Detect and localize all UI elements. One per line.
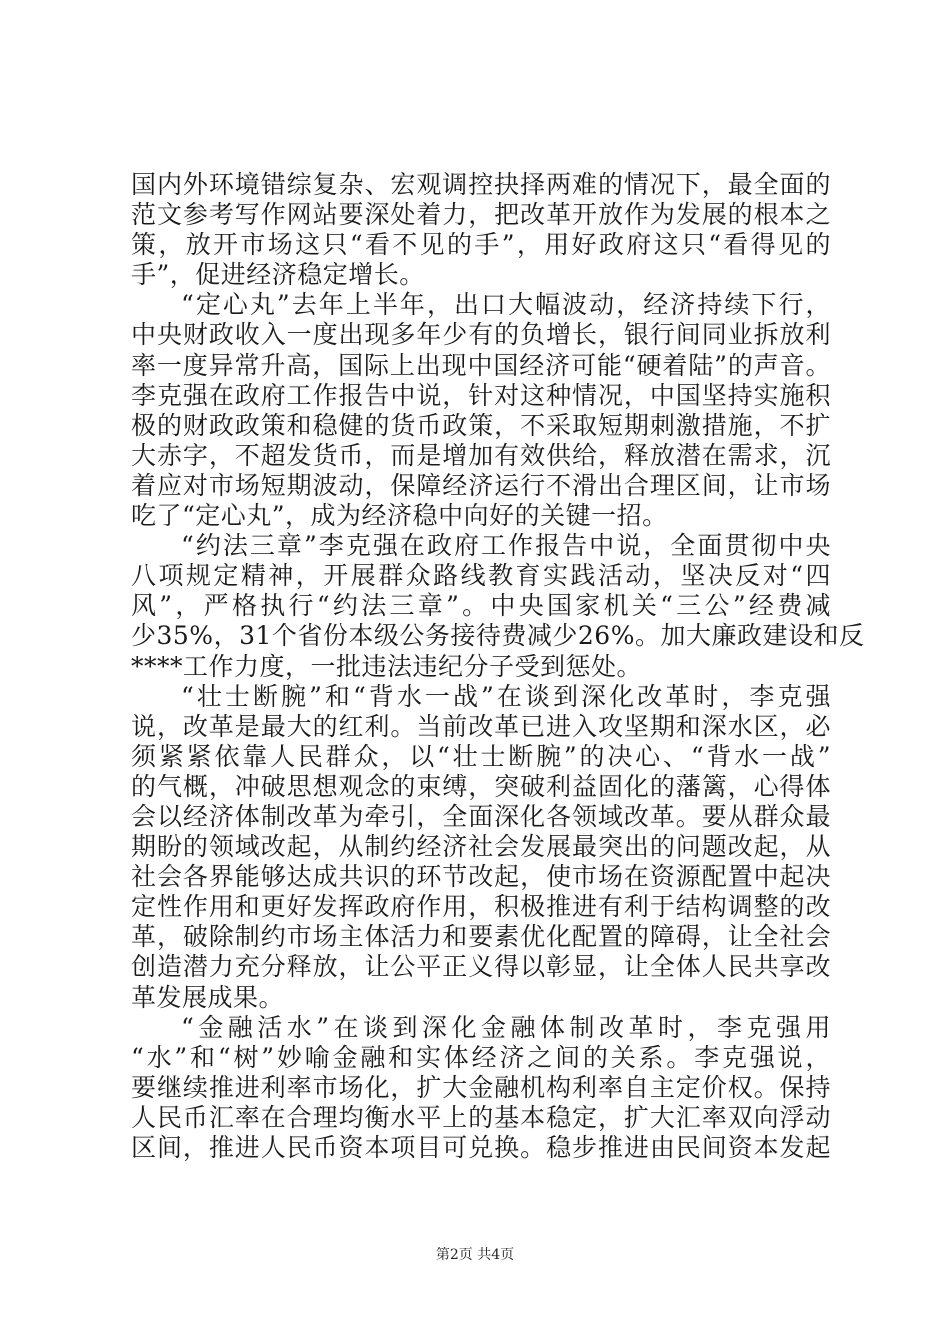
text-line: 策，放开市场这只“看不见的手”，用好政府这只“看得见的 xyxy=(131,230,831,260)
text-line: 的气概，冲破思想观念的束缚，突破利益固化的藩篱，心得体 xyxy=(131,771,831,801)
text-line: 风”，严格执行“约法三章”。中央国家机关“三公”经费减 xyxy=(131,591,831,621)
text-line: “定心丸”去年上半年，出口大幅波动，经济持续下行， xyxy=(181,290,831,320)
text-line: 社会各界能够达成共识的环节改起，使市场在资源配置中起决 xyxy=(131,862,831,892)
text-line: 着应对市场短期波动，保障经济运行不滑出合理区间，让市场 xyxy=(131,470,831,500)
text-line: 手”，促进经济稳定增长。 xyxy=(131,260,425,290)
text-line: 八项规定精神，开展群众路线教育实践活动，坚决反对“四 xyxy=(131,561,831,591)
text-line: 范文参考写作网站要深处着力，把改革开放作为发展的根本之 xyxy=(131,200,831,230)
text-line: 创造潜力充分释放，让公平正义得以彰显，让全体人民共享改 xyxy=(131,952,831,982)
text-line: 须紧紧依靠人民群众，以“壮士断腕”的决心、“背水一战” xyxy=(131,741,831,771)
text-line: 期盼的领域改起，从制约经济社会发展最突出的问题改起，从 xyxy=(131,832,831,862)
text-line: 极的财政政策和稳健的货币政策，不采取短期刺激措施，不扩 xyxy=(131,410,831,440)
text-line: 李克强在政府工作报告中说，针对这种情况，中国坚持实施积 xyxy=(131,380,831,410)
text-line: 大赤字，不超发货币，而是增加有效供给，释放潜在需求，沉 xyxy=(131,440,831,470)
text-line: 国内外环境错综复杂、宏观调控抉择两难的情况下，最全面的 xyxy=(131,170,831,199)
text-line: “金融活水”在谈到深化金融体制改革时，李克强用 xyxy=(181,1012,831,1042)
text-line: 中央财政收入一度出现多年少有的负增长，银行间同业拆放利 xyxy=(131,320,831,350)
text-line: “水”和“树”妙喻金融和实体经济之间的关系。李克强说， xyxy=(131,1042,831,1072)
page-number-footer: 第2页 共4页 xyxy=(435,1247,515,1263)
text-line: 会以经济体制改革为牵引，全面深化各领域改革。要从群众最 xyxy=(131,801,831,831)
text-line: “约法三章”李克强在政府工作报告中说，全面贯彻中央 xyxy=(181,531,831,561)
text-line: “壮士断腕”和“背水一战”在谈到深化改革时，李克强 xyxy=(181,681,831,711)
text-line: 革发展成果。 xyxy=(131,982,285,1012)
text-line: 人民币汇率在合理均衡水平上的基本稳定，扩大汇率双向浮动 xyxy=(131,1102,831,1132)
text-line: 吃了“定心丸”，成为经济稳中向好的关键一招。 xyxy=(131,501,668,531)
text-line: 率一度异常升高，国际上出现中国经济可能“硬着陆”的声音。 xyxy=(131,350,831,380)
text-line: 革，破除制约市场主体活力和要素优化配置的障碍，让全社会 xyxy=(131,922,831,952)
text-line: 少35%，31个省份本级公务接待费减少26%。加大廉政建设和反 xyxy=(131,621,865,651)
text-line: 要继续推进利率市场化，扩大金融机构利率自主定价权。保持 xyxy=(131,1072,831,1102)
text-line: 说，改革是最大的红利。当前改革已进入攻坚期和深水区，必 xyxy=(131,711,831,741)
text-line: 区间，推进人民币资本项目可兑换。稳步推进由民间资本发起 xyxy=(131,1133,831,1162)
document-body xyxy=(131,170,865,1163)
text-line: 定性作用和更好发挥政府作用，积极推进有利于结构调整的改 xyxy=(131,892,831,922)
text-line: ****工作力度，一批违法违纪分子受到惩处。 xyxy=(131,651,643,681)
